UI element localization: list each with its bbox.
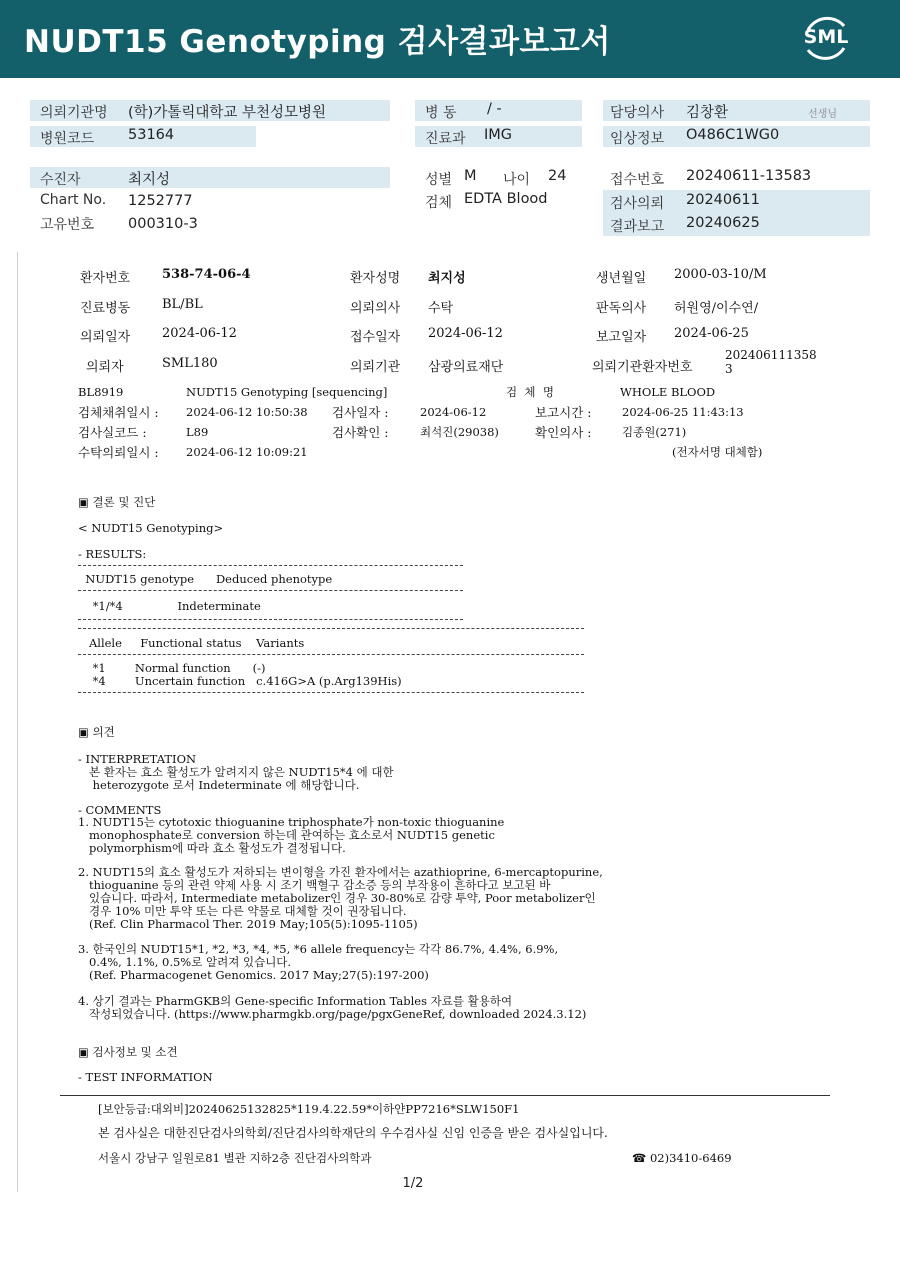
grid-value: 최지성 <box>428 271 466 286</box>
hospital-value: (학)가톨릭대학교 부천성모병원 <box>128 105 327 121</box>
table-divider <box>78 565 463 566</box>
grid-label: 판독의사 <box>596 301 647 316</box>
doctor-label: 담당의사 <box>610 105 665 121</box>
request-label: 검사의뢰 <box>610 196 665 212</box>
consign-label: 수탁의뢰일시 : <box>78 445 159 460</box>
esign-note: (전자서명 대체함) <box>672 445 763 459</box>
exam-date-value: 2024-06-12 <box>420 405 487 419</box>
specimen-name-label: 검 체 명 <box>506 385 554 399</box>
confirm-label: 검사확인 : <box>332 425 389 440</box>
collect-label: 검체채취일시 : <box>78 405 159 420</box>
grid-label: 생년월일 <box>596 271 647 286</box>
grid-label: 보고일자 <box>596 330 647 345</box>
code-value: 53164 <box>128 127 175 143</box>
clinical-value: O486C1WG0 <box>686 127 780 143</box>
sml-logo <box>800 12 852 64</box>
code-label: 병원코드 <box>40 131 95 147</box>
patient-label: 수진자 <box>40 172 81 188</box>
room-label: 검사실코드 : <box>78 425 147 440</box>
genotype-table-row: *1/*4 Indeterminate <box>78 599 261 613</box>
table-divider <box>78 628 584 629</box>
allele-row: *4 Uncertain function c.416G>A (p.Arg139His) <box>78 674 402 688</box>
genotyping-title: < NUDT15 Genotyping> <box>78 521 224 535</box>
exam-date-label: 검사일자 : <box>332 405 389 420</box>
grid-value: 삼광의료재단 <box>428 360 504 375</box>
allele-row: *1 Normal function (-) <box>78 661 266 675</box>
grid-label: 의뢰일자 <box>80 330 131 345</box>
dept-value: IMG <box>484 127 513 143</box>
address-line: 서울시 강남구 일원로81 별관 지하2층 진단검사의학과 <box>98 1151 372 1165</box>
table-divider <box>78 654 584 655</box>
grid-label: 의뢰기관환자번호 <box>592 360 693 375</box>
grid-label: 환자성명 <box>350 271 401 286</box>
test-name: NUDT15 Genotyping [sequencing] <box>186 385 388 399</box>
grid-label: 의뢰자 <box>86 360 124 375</box>
grid-value: 538-74-06-4 <box>162 267 251 282</box>
section-opinion: ▣ 의견 <box>78 725 115 739</box>
grid-value: 2024-06-12 <box>428 326 503 341</box>
report-time-label: 보고시간 : <box>535 405 592 420</box>
phone-number: ☎ 02)3410-6469 <box>632 1151 732 1165</box>
doc-label: 확인의사 : <box>535 425 592 440</box>
grid-value: 2024-06-12 <box>162 326 237 341</box>
comment-1: 1. NUDT15는 cytotoxic thioguanine triphosphate가 non-toxic thioguanine monophosphate로 conversion 하는데 관여하는 효소로서 NUDT15 genetic polymorphism에 따라 효소 활성도가 결정됩니다. <box>78 815 505 855</box>
grid-value: 202406111358 3 <box>725 348 817 376</box>
grid-value: 2024-06-25 <box>674 326 749 341</box>
dept-label: 진료과 <box>425 131 466 147</box>
table-divider <box>78 590 463 591</box>
result-label: 결과보고 <box>610 219 665 235</box>
page-number: 1/2 <box>402 1176 424 1191</box>
report-header <box>0 0 900 78</box>
hospital-label: 의뢰기관명 <box>40 105 108 121</box>
grid-value: 2000-03-10/M <box>674 267 767 282</box>
allele-table-header: Allele Functional status Variants <box>78 636 305 650</box>
table-divider <box>78 692 584 693</box>
confirm-value: 최석진(29038) <box>420 425 499 439</box>
results-label: - RESULTS: <box>78 547 147 561</box>
grid-value: 허원영/이수연/ <box>674 301 759 316</box>
doctor-value: 김창환 <box>686 105 729 121</box>
grid-label: 환자번호 <box>80 271 131 286</box>
comments-label: - COMMENTS <box>78 803 162 817</box>
section-conclusion: ▣ 결론 및 진단 <box>78 495 156 509</box>
interpretation-text: - INTERPRETATION 본 환자는 효소 활성도가 알려지지 않은 NUDT15*4 에 대한 heterozygote 로서 Indeterminate 에 해당합니다. <box>78 752 394 792</box>
chart-value: 1252777 <box>128 193 193 209</box>
section-test-info: ▣ 검사정보 및 소견 <box>78 1045 178 1059</box>
specimen-value: EDTA Blood <box>464 191 548 207</box>
patient-value: 최지성 <box>128 172 171 188</box>
report-title: NUDT15 Genotyping 검사결과보고서 <box>24 24 611 60</box>
logo-text: SML <box>803 26 849 48</box>
grid-label: 의뢰기관 <box>350 360 401 375</box>
test-information-label: - TEST INFORMATION <box>78 1070 213 1084</box>
specimen-label: 검체 <box>425 195 453 211</box>
genotype-table-header: NUDT15 genotype Deduced phenotype <box>78 572 333 586</box>
unique-value: 000310-3 <box>128 216 198 232</box>
grid-value: SML180 <box>162 356 218 371</box>
grid-value: 수탁 <box>428 301 454 316</box>
ward-value: / - <box>487 101 502 117</box>
comment-3: 3. 한국인의 NUDT15*1, *2, *3, *4, *5, *6 allele frequency는 각각 86.7%, 4.4%, 6.9%, 0.4%, 1.1%, 0.5%로 알려져 있습니다. (Ref. Pharmacogenet Genomics. 2017 May;27(5):197-200) <box>78 942 559 982</box>
receipt-value: 20240611-13583 <box>686 168 812 184</box>
grid-label: 진료병동 <box>80 301 131 316</box>
result-value: 20240625 <box>686 215 760 231</box>
sex-label: 성별 <box>425 172 453 188</box>
table-divider <box>78 619 463 620</box>
patient-bar <box>30 167 390 188</box>
specimen-name-value: WHOLE BLOOD <box>620 385 716 399</box>
report-time-value: 2024-06-25 11:43:13 <box>622 405 744 419</box>
grid-label: 의뢰의사 <box>350 301 401 316</box>
certification-line: 본 검사실은 대한진단검사의학회/진단검사의학재단의 우수검사실 신임 인증을 받은 검사실입니다. <box>98 1126 608 1140</box>
age-label: 나이 <box>503 172 531 188</box>
test-code: BL8919 <box>78 385 124 399</box>
chart-label: Chart No. <box>40 192 107 208</box>
age-value: 24 <box>548 168 567 184</box>
ward-label: 병 동 <box>425 105 457 121</box>
comment-4: 4. 상기 결과는 PharmGKB의 Gene-specific Information Tables 자료를 활용하여 작성되었습니다. (https://www.pharmgkb.org/page/pgxGeneRef, downloaded 2024.3.12) <box>78 994 587 1021</box>
sex-value: M <box>464 168 477 184</box>
comment-2: 2. NUDT15의 효소 활성도가 저하되는 변이형을 가진 환자에서는 azathioprine, 6-mercaptopurine, thioguanine 등의 관련 약제 사용 시 조기 백혈구 감소증 등의 부작용이 흔하다고 보고된 바 있습니다. 따라서, Intermediate metabolizer인 경우 30-80%로 감량 투약, Poor metabolizer인 경우 10% 미만 투약 또는 다른 약물로 대체할 것이 권장됩니다. (Ref. Clin Pharmacol Ther. 2019 May;105(5):1095-1105) <box>78 865 603 931</box>
doc-value: 김종원(271) <box>622 425 687 439</box>
grid-label: 접수일자 <box>350 330 401 345</box>
consign-value: 2024-06-12 10:09:21 <box>186 445 308 459</box>
receipt-label: 접수번호 <box>610 172 665 188</box>
clinical-label: 임상정보 <box>610 131 665 147</box>
security-line: [보안등급:대외비]20240625132825*119.4.22.59*이하얀PP7216*SLW150F1 <box>98 1102 520 1116</box>
unique-label: 고유번호 <box>40 217 95 233</box>
grid-value: BL/BL <box>162 297 203 312</box>
room-value: L89 <box>186 425 209 439</box>
collect-value: 2024-06-12 10:50:38 <box>186 405 308 419</box>
doctor-suffix: 선생님 <box>808 109 837 120</box>
request-value: 20240611 <box>686 192 760 208</box>
